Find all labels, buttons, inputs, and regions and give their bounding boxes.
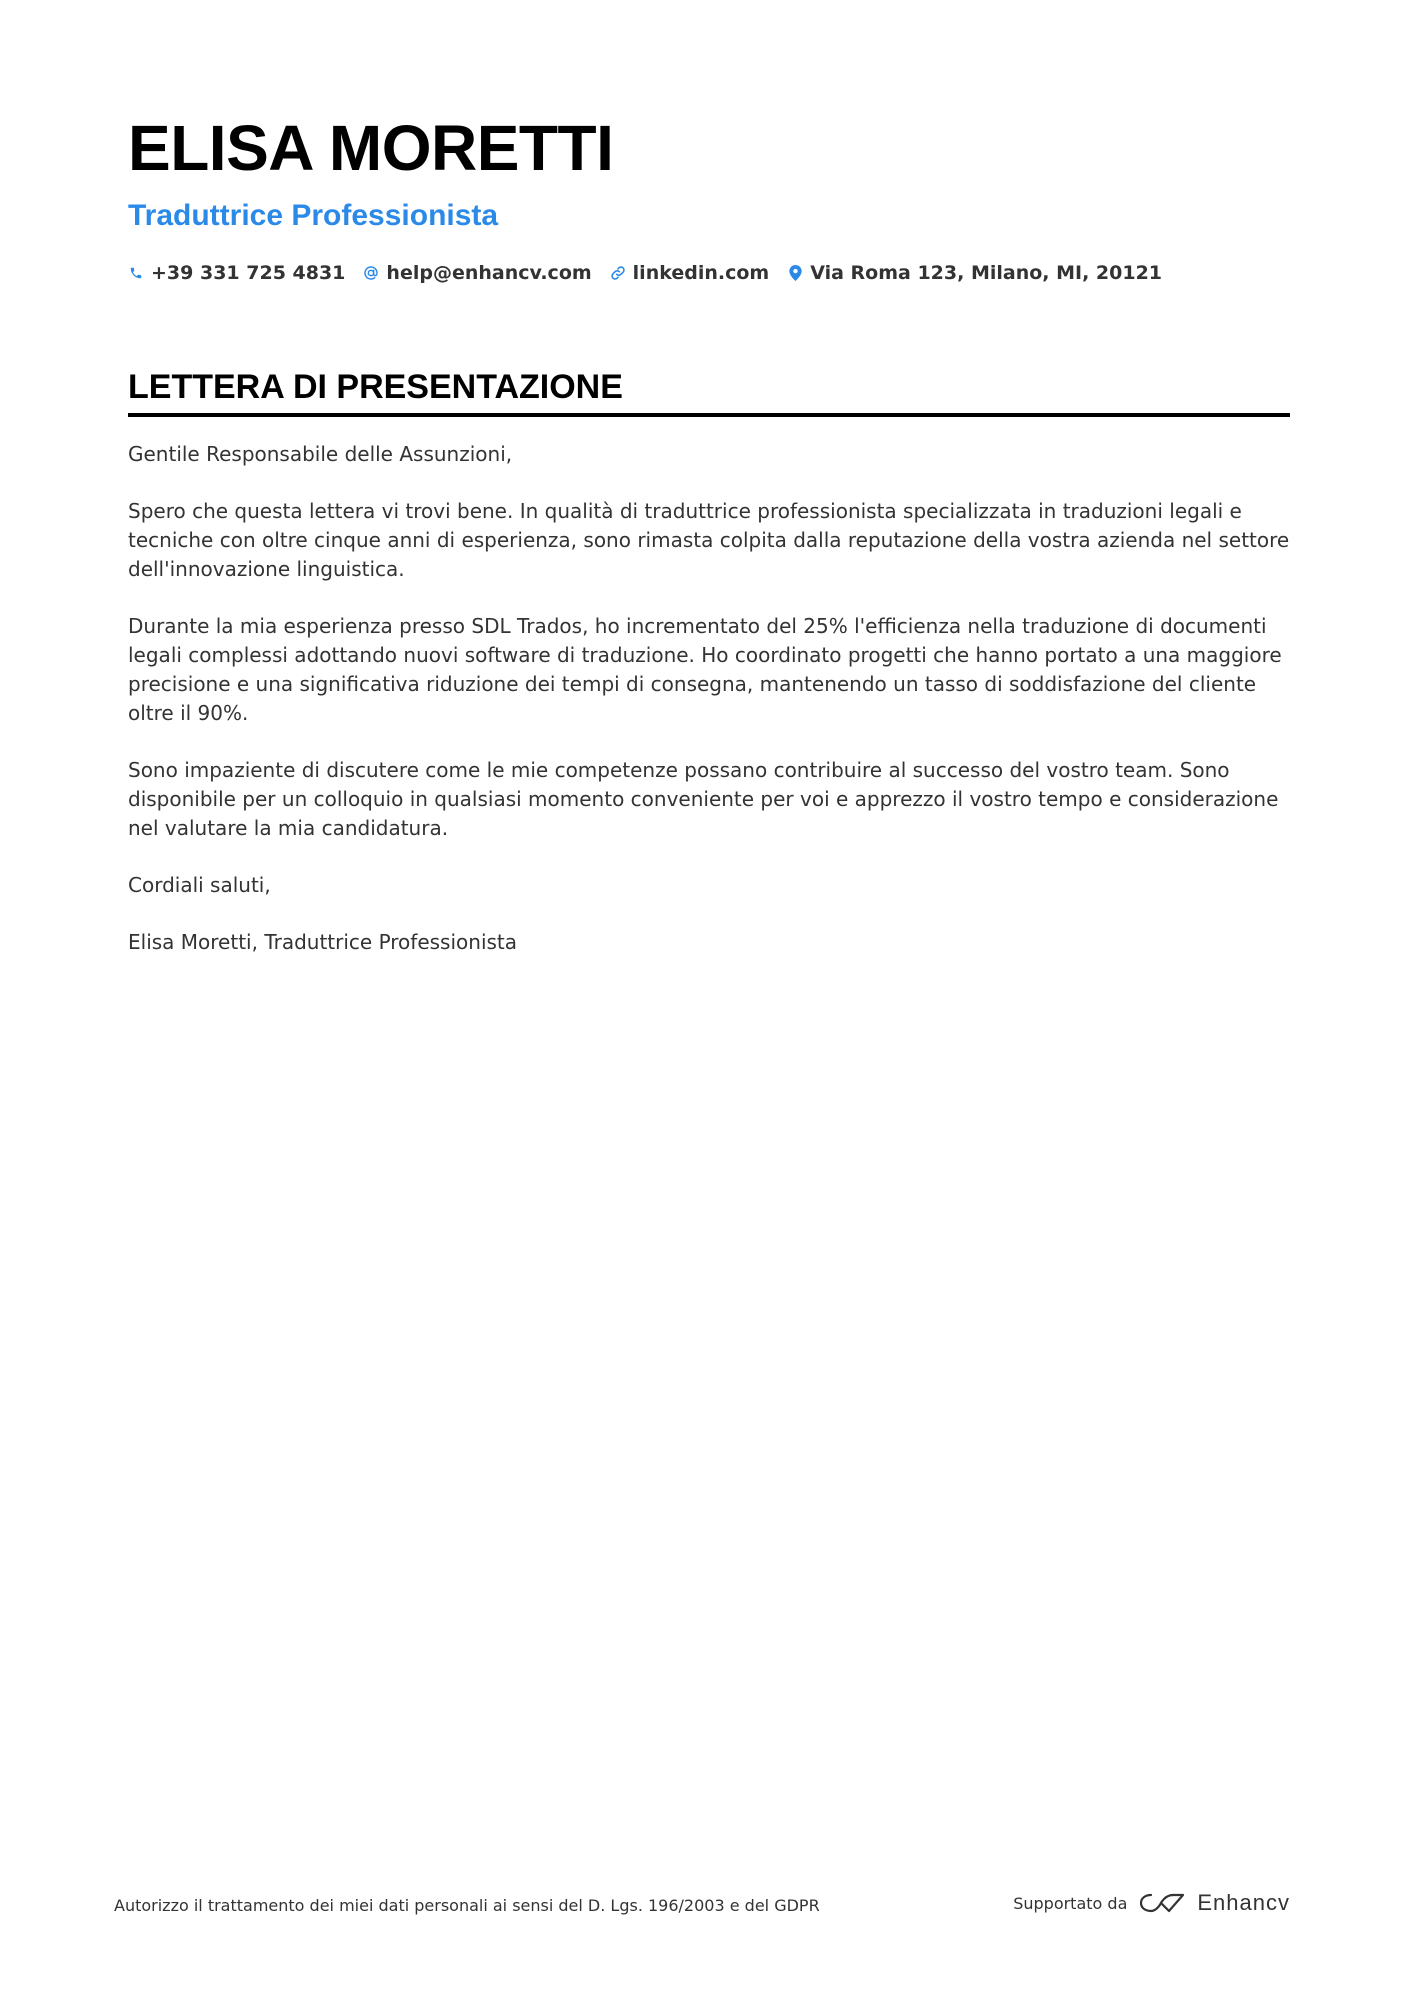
street-address: Via Roma 123, Milano, MI, 20121 (810, 262, 1163, 284)
resume-header (128, 108, 1288, 288)
at-icon (363, 264, 379, 282)
contact-email[interactable] (363, 262, 591, 284)
letter-paragraph: Spero che questa lettera vi trovi bene. In qualità di traduttrice professionista specializzata in traduzioni legali e tecniche con oltre cinque anni di esperienza, sono rimasta colpita dalla reputazione della vostra azienda nel settore dell'innovazione linguistica. (128, 499, 1290, 581)
candidate-name: ELISA MORETTI (128, 112, 614, 184)
powered-by[interactable] (1013, 1890, 1290, 1916)
letter-greeting: Gentile Responsabile delle Assunzioni, (128, 442, 513, 466)
privacy-consent-note: Autorizzo il trattamento dei miei dati personali ai sensi del D. Lgs. 196/2003 e del GDPR (114, 1896, 820, 1915)
contact-phone[interactable] (128, 262, 345, 284)
powered-by-label: Supportato da (1013, 1893, 1128, 1913)
phone-number: +39 331 725 4831 (151, 262, 346, 284)
brand-name: Enhancv (1197, 1890, 1290, 1915)
letter-paragraph: Durante la mia esperienza presso SDL Trados, ho incrementato del 25% l'efficienza nella traduzione di documenti legali complessi adottando nuovi software di traduzione. Ho coordinato progetti che hanno portato a una maggiore precisione e una significativa riduzione dei tempi di consegna, mantenendo un tasso di soddisfazione del cliente oltre il 90%. (128, 614, 1282, 725)
contact-linkedin[interactable] (610, 262, 770, 284)
link-icon (610, 264, 626, 282)
cover-letter-section (128, 365, 1290, 417)
letter-body (128, 440, 1290, 985)
enhancv-logo-icon (1139, 1891, 1185, 1915)
location-pin-icon (787, 264, 803, 282)
letter-paragraph: Sono impaziente di discutere come le mie competenze possano contribuire al successo del vostro team. Sono disponibile per un colloquio in qualsiasi momento conveniente per voi e apprezzo il vostro tempo e considerazione nel valutare la mia candidatura. (128, 758, 1279, 840)
contact-address (787, 262, 1162, 284)
contact-list (128, 258, 1288, 288)
job-title: Traduttrice Professionista (128, 199, 499, 232)
letter-signature: Elisa Moretti, Traduttrice Professionista (128, 930, 518, 954)
phone-icon (128, 264, 144, 282)
letter-closing: Cordiali saluti, (128, 873, 271, 897)
section-divider (128, 413, 1290, 417)
linkedin-link: linkedin.com (632, 262, 770, 284)
section-title: LETTERA DI PRESENTAZIONE (128, 368, 623, 406)
email-address: help@enhancv.com (386, 262, 592, 284)
